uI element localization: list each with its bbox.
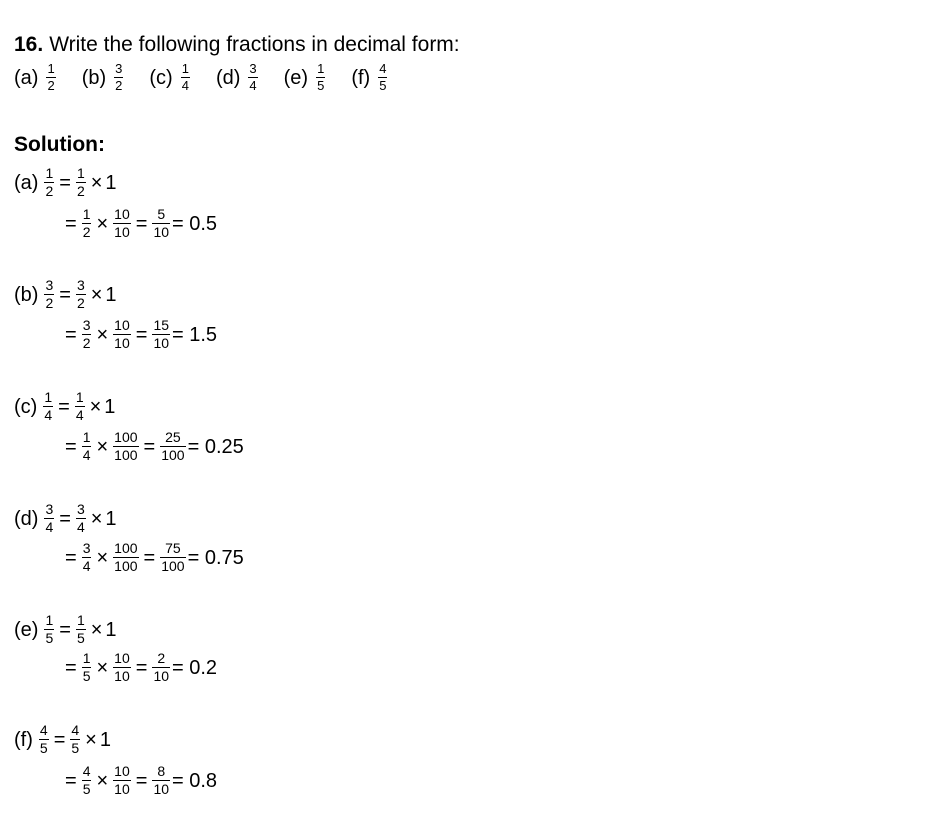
equals-sign: = bbox=[59, 283, 71, 306]
option-label: (d) bbox=[215, 66, 241, 89]
numerator: 3 bbox=[82, 317, 91, 333]
fraction bbox=[76, 278, 86, 311]
fraction bbox=[160, 541, 185, 574]
numerator: 1 bbox=[44, 389, 53, 405]
part-label: (e) bbox=[14, 618, 39, 641]
fraction bbox=[82, 207, 92, 240]
equals-sign: = bbox=[135, 656, 148, 679]
option-a bbox=[14, 62, 58, 93]
numerator: 4 bbox=[379, 61, 387, 76]
equals-sign: = bbox=[135, 212, 148, 235]
part-label: (d) bbox=[14, 507, 39, 530]
denominator: 10 bbox=[153, 335, 170, 352]
denominator: 10 bbox=[153, 224, 170, 241]
numerator: 8 bbox=[157, 763, 166, 779]
denominator: 5 bbox=[39, 740, 48, 757]
fraction bbox=[44, 166, 54, 199]
denominator: 4 bbox=[82, 447, 91, 464]
solution-c-line1 bbox=[14, 390, 115, 423]
numerator: 5 bbox=[157, 206, 166, 222]
fraction bbox=[43, 390, 53, 423]
numerator: 4 bbox=[39, 722, 48, 738]
times-sign: × bbox=[90, 283, 103, 306]
denominator: 4 bbox=[76, 519, 85, 536]
denominator: 100 bbox=[161, 558, 185, 575]
multiplier-one: 1 bbox=[105, 171, 117, 194]
times-sign: × bbox=[90, 171, 103, 194]
denominator: 2 bbox=[47, 78, 55, 94]
denominator: 5 bbox=[82, 668, 91, 685]
numerator: 1 bbox=[75, 389, 84, 405]
numerator: 15 bbox=[153, 317, 170, 333]
option-label: (b) bbox=[81, 66, 107, 89]
numerator: 10 bbox=[114, 206, 130, 222]
denominator: 2 bbox=[76, 183, 85, 200]
solution-f-line1 bbox=[14, 723, 111, 756]
option-label: (a) bbox=[14, 66, 39, 89]
times-sign: × bbox=[90, 507, 103, 530]
numerator: 1 bbox=[82, 650, 91, 666]
denominator: 2 bbox=[45, 183, 54, 200]
multiplier-one: 1 bbox=[105, 283, 117, 306]
fraction bbox=[152, 207, 170, 240]
option-fraction bbox=[248, 62, 257, 93]
numerator: 1 bbox=[181, 61, 189, 76]
times-sign: × bbox=[96, 546, 109, 569]
decimal-result: = 0.5 bbox=[172, 212, 218, 235]
fraction bbox=[113, 651, 131, 684]
numerator: 3 bbox=[45, 501, 54, 517]
solution-a-line2 bbox=[62, 207, 217, 240]
denominator: 2 bbox=[82, 224, 91, 241]
option-f bbox=[351, 62, 389, 93]
numerator: 10 bbox=[114, 317, 130, 333]
fraction bbox=[82, 651, 92, 684]
denominator: 5 bbox=[317, 78, 325, 94]
numerator: 1 bbox=[317, 61, 325, 76]
fraction bbox=[44, 613, 54, 646]
equals-sign: = bbox=[135, 769, 148, 792]
fraction bbox=[76, 166, 86, 199]
option-fraction bbox=[46, 62, 55, 93]
fraction bbox=[44, 278, 54, 311]
numerator: 1 bbox=[76, 612, 85, 628]
fraction bbox=[82, 430, 92, 463]
denominator: 100 bbox=[114, 447, 138, 464]
option-b bbox=[82, 62, 126, 93]
solution-d-line2 bbox=[62, 541, 244, 574]
equals-sign: = bbox=[58, 395, 70, 418]
equals-sign: = bbox=[65, 546, 77, 569]
numerator: 100 bbox=[114, 540, 138, 556]
equals-sign: = bbox=[59, 171, 71, 194]
numerator: 3 bbox=[45, 277, 54, 293]
question-options bbox=[14, 62, 413, 93]
fraction bbox=[113, 764, 131, 797]
denominator: 4 bbox=[181, 78, 189, 94]
denominator: 2 bbox=[115, 78, 123, 94]
option-fraction bbox=[378, 62, 387, 93]
times-sign: × bbox=[96, 212, 109, 235]
equals-sign: = bbox=[65, 435, 77, 458]
solution-heading: Solution: bbox=[14, 133, 105, 156]
fraction bbox=[82, 541, 92, 574]
times-sign: × bbox=[96, 323, 109, 346]
solution-c-line2 bbox=[62, 430, 244, 463]
fraction bbox=[39, 723, 49, 756]
denominator: 5 bbox=[71, 740, 80, 757]
part-label: (f) bbox=[14, 728, 33, 751]
numerator: 100 bbox=[114, 429, 138, 445]
solution-d-line1 bbox=[14, 502, 117, 535]
solution-f-line2 bbox=[62, 764, 217, 797]
decimal-result: = 0.75 bbox=[187, 546, 244, 569]
numerator: 10 bbox=[114, 763, 130, 779]
denominator: 5 bbox=[82, 781, 91, 798]
equals-sign: = bbox=[143, 546, 156, 569]
option-d bbox=[216, 62, 260, 93]
question-title bbox=[14, 33, 460, 57]
numerator: 3 bbox=[76, 277, 85, 293]
numerator: 1 bbox=[45, 612, 54, 628]
question-text: Write the following fractions in decimal form: bbox=[49, 33, 460, 56]
numerator: 2 bbox=[157, 650, 166, 666]
equals-sign: = bbox=[65, 656, 77, 679]
equals-sign: = bbox=[135, 323, 148, 346]
option-c bbox=[149, 62, 192, 93]
numerator: 10 bbox=[114, 650, 130, 666]
option-label: (f) bbox=[351, 66, 371, 89]
fraction bbox=[160, 430, 185, 463]
numerator: 3 bbox=[249, 61, 257, 76]
fraction bbox=[113, 318, 131, 351]
fraction bbox=[70, 723, 80, 756]
fraction bbox=[113, 430, 138, 463]
fraction bbox=[76, 613, 86, 646]
option-fraction bbox=[181, 62, 190, 93]
denominator: 4 bbox=[44, 407, 53, 424]
fraction bbox=[82, 764, 92, 797]
decimal-result: = 1.5 bbox=[172, 323, 218, 346]
denominator: 10 bbox=[114, 335, 130, 352]
fraction bbox=[44, 502, 54, 535]
numerator: 25 bbox=[165, 429, 181, 445]
times-sign: × bbox=[96, 656, 109, 679]
equals-sign: = bbox=[65, 769, 77, 792]
denominator: 2 bbox=[76, 295, 85, 312]
denominator: 4 bbox=[249, 78, 257, 94]
part-label: (c) bbox=[14, 395, 38, 418]
numerator: 1 bbox=[82, 206, 91, 222]
option-fraction bbox=[114, 62, 123, 93]
fraction bbox=[152, 318, 170, 351]
denominator: 4 bbox=[82, 558, 91, 575]
multiplier-one: 1 bbox=[99, 728, 111, 751]
numerator: 75 bbox=[165, 540, 181, 556]
denominator: 5 bbox=[45, 630, 54, 647]
fraction bbox=[113, 541, 138, 574]
denominator: 2 bbox=[82, 335, 91, 352]
solution-b-line1 bbox=[14, 278, 117, 311]
numerator: 3 bbox=[82, 540, 91, 556]
times-sign: × bbox=[90, 618, 103, 641]
denominator: 10 bbox=[153, 781, 170, 798]
option-e bbox=[284, 62, 328, 93]
numerator: 1 bbox=[45, 165, 54, 181]
denominator: 5 bbox=[76, 630, 85, 647]
equals-sign: = bbox=[59, 618, 71, 641]
denominator: 10 bbox=[114, 224, 130, 241]
equals-sign: = bbox=[53, 728, 66, 751]
numerator: 3 bbox=[76, 501, 85, 517]
denominator: 100 bbox=[161, 447, 185, 464]
equals-sign: = bbox=[65, 212, 77, 235]
numerator: 1 bbox=[82, 429, 91, 445]
multiplier-one: 1 bbox=[105, 507, 117, 530]
equals-sign: = bbox=[65, 323, 77, 346]
solution-a-line1 bbox=[14, 166, 117, 199]
fraction bbox=[76, 502, 86, 535]
solution-b-line2 bbox=[62, 318, 217, 351]
fraction bbox=[75, 390, 85, 423]
option-label: (e) bbox=[283, 66, 309, 89]
question-number: 16. bbox=[14, 33, 44, 56]
denominator: 10 bbox=[114, 668, 130, 685]
numerator: 1 bbox=[47, 61, 55, 76]
denominator: 4 bbox=[75, 407, 84, 424]
numerator: 4 bbox=[71, 722, 80, 738]
denominator: 10 bbox=[153, 668, 170, 685]
solution-e-line2 bbox=[62, 651, 217, 684]
decimal-result: = 0.2 bbox=[172, 656, 218, 679]
denominator: 10 bbox=[114, 781, 130, 798]
option-label: (c) bbox=[149, 66, 173, 89]
denominator: 4 bbox=[45, 519, 54, 536]
times-sign: × bbox=[96, 435, 109, 458]
multiplier-one: 1 bbox=[105, 618, 117, 641]
decimal-result: = 0.25 bbox=[187, 435, 244, 458]
times-sign: × bbox=[85, 728, 97, 751]
numerator: 3 bbox=[115, 61, 123, 76]
times-sign: × bbox=[96, 769, 109, 792]
numerator: 4 bbox=[82, 763, 91, 779]
fraction bbox=[152, 764, 170, 797]
decimal-result: = 0.8 bbox=[172, 769, 218, 792]
denominator: 2 bbox=[45, 295, 54, 312]
part-label: (b) bbox=[14, 283, 39, 306]
denominator: 100 bbox=[114, 558, 138, 575]
fraction bbox=[82, 318, 92, 351]
part-label: (a) bbox=[14, 171, 39, 194]
equals-sign: = bbox=[143, 435, 156, 458]
multiplier-one: 1 bbox=[104, 395, 116, 418]
times-sign: × bbox=[89, 395, 102, 418]
denominator: 5 bbox=[379, 78, 387, 94]
numerator: 1 bbox=[76, 165, 85, 181]
option-fraction bbox=[316, 62, 325, 93]
fraction bbox=[113, 207, 131, 240]
solution-e-line1 bbox=[14, 613, 117, 646]
equals-sign: = bbox=[59, 507, 71, 530]
fraction bbox=[152, 651, 170, 684]
